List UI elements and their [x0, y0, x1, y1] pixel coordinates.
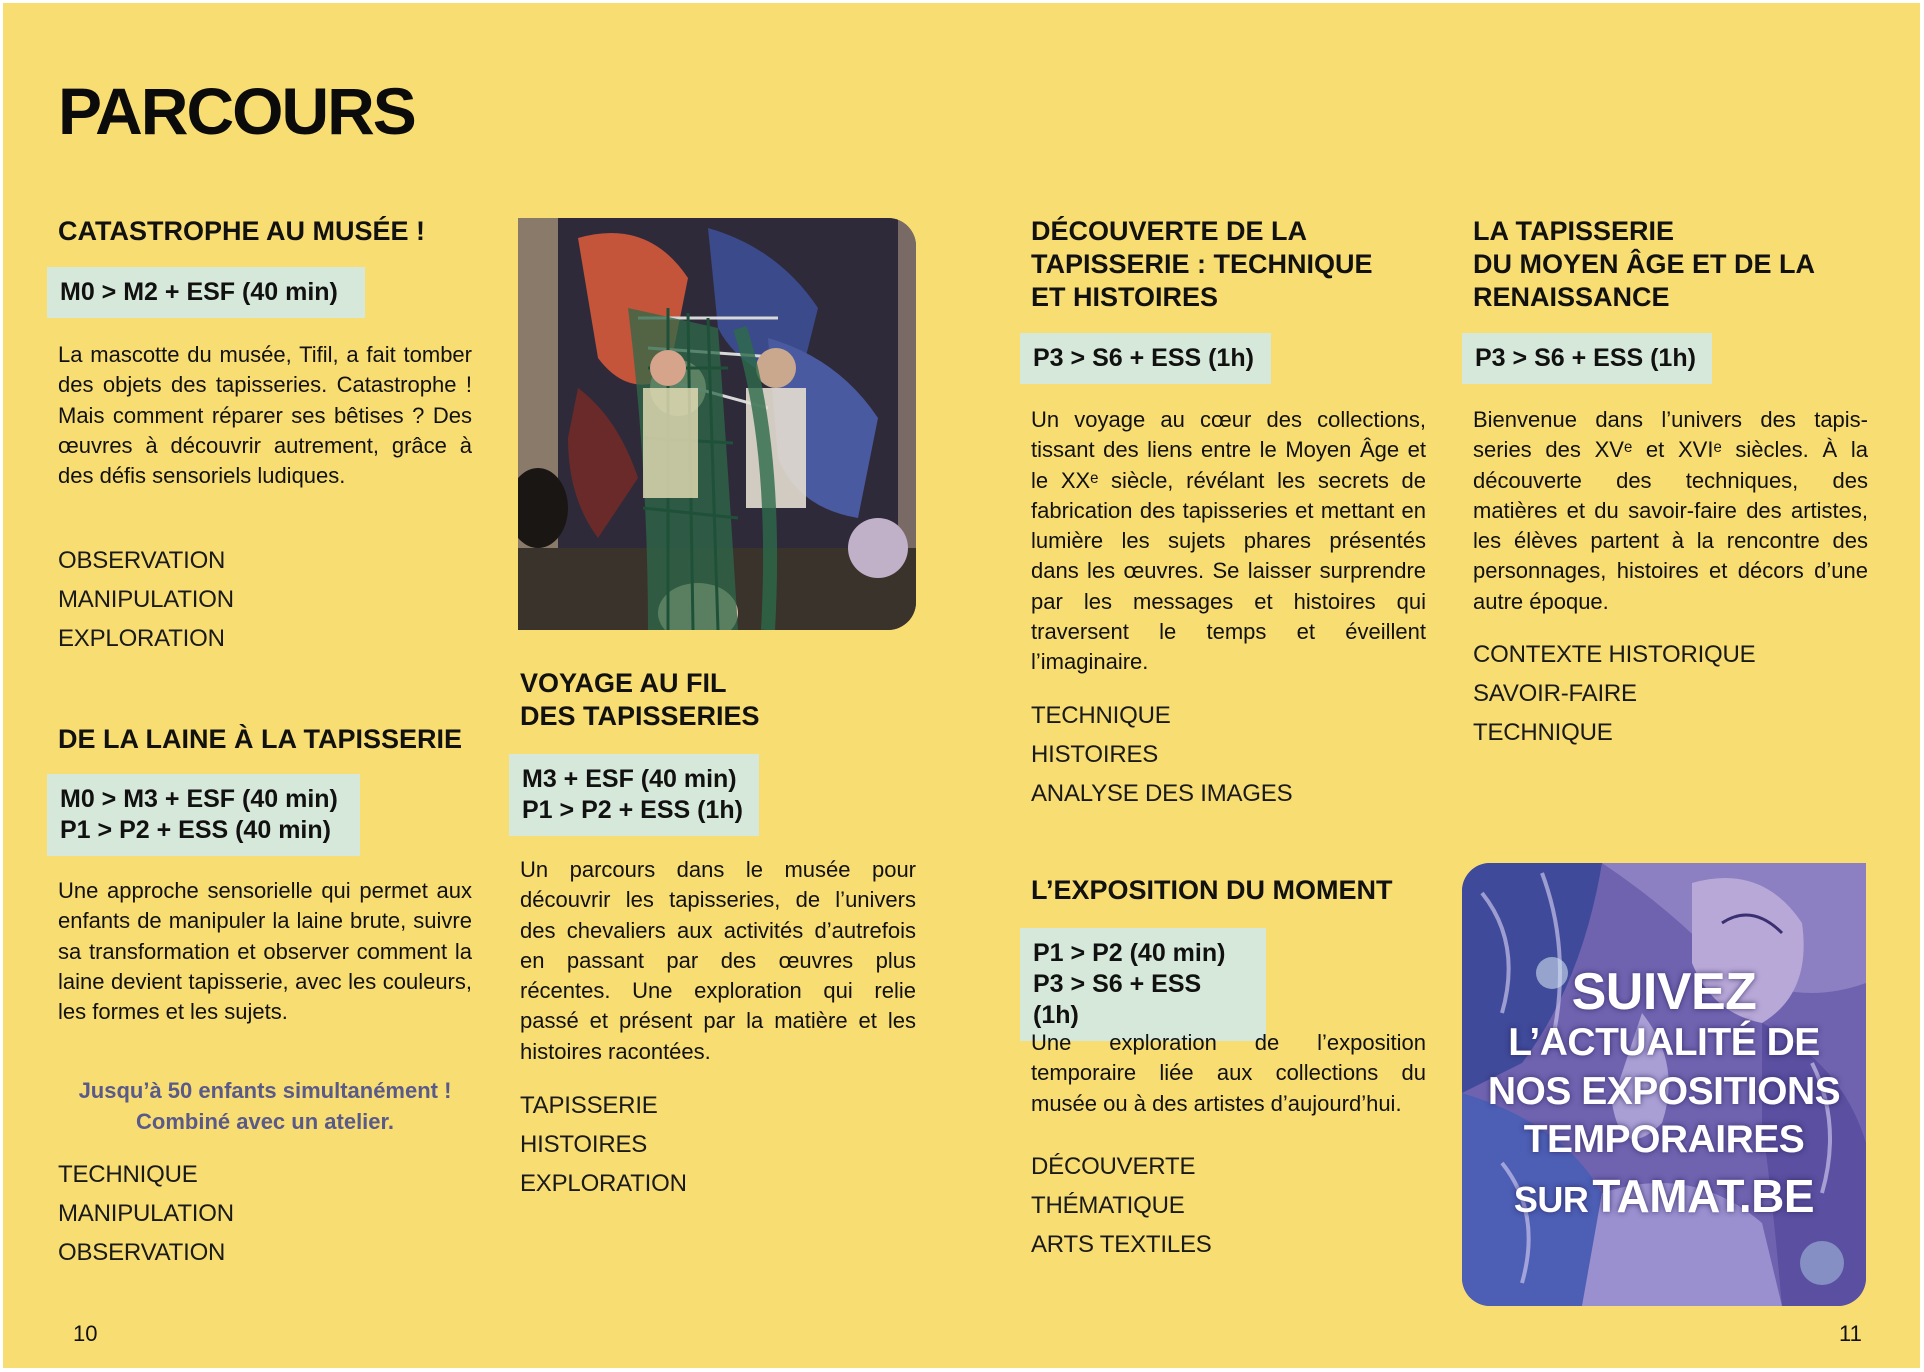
brochure-spread — [3, 3, 1920, 1368]
heading-line: ET HISTOIRES — [1031, 282, 1219, 312]
tag: DÉCOUVERTE — [1031, 1153, 1196, 1180]
tag-list-exposition — [1031, 1147, 1212, 1264]
heading-line: RENAISSANCE — [1473, 282, 1670, 312]
card-text-moyen-age: Bienvenue dans l’univers des tapisseries des XVᵉ et XVIᵉ siècles. À la découverte des techniques, des matières et du savoir-faire des artistes, les élèves partent à la rencontre des personnages, histoires et décors d’une autre époque. — [1473, 407, 1868, 614]
note-line: Combiné avec un atelier. — [136, 1109, 394, 1134]
tag: SAVOIR-FAIRE — [1473, 680, 1637, 707]
page-number-right: 11 — [1839, 1321, 1862, 1346]
note-line: Jusqu’à 50 enfants simultanément ! — [78, 1078, 452, 1103]
tag: TAPISSERIE — [520, 1092, 658, 1119]
level-badge-catastrophe — [47, 267, 365, 318]
level-badge-moyen-age — [1462, 333, 1712, 384]
tag: TECHNIQUE — [1031, 702, 1171, 729]
tag: TECHNIQUE — [58, 1161, 198, 1188]
badge-line: P3 > S6 + ESS (1h) — [1033, 344, 1254, 372]
promo-line: SUIVEZ — [1571, 963, 1757, 1021]
heading-line: VOYAGE AU FIL — [520, 668, 727, 698]
tag-list-voyage — [520, 1086, 687, 1203]
promo-line: TEMPORAIRES — [1523, 1118, 1805, 1161]
badge-line: P1 > P2 + ESS (1h) — [522, 796, 743, 824]
badge-line: P1 > P2 + ESS (40 min) — [60, 816, 331, 844]
card-text-voyage: Un parcours dans le musée pour découvrir les tapisseries, de l’univers des chevaliers aux activités d’autrefois en passant par des œuvres plus récentes. Une exploration qui relie passé et présent par la matière et les histoires racontées. — [520, 857, 916, 1064]
tag: THÉMATIQUE — [1031, 1192, 1185, 1219]
page-number-left: 10 — [73, 1321, 98, 1346]
badge-line: P3 > S6 + ESS (1h) — [1475, 344, 1696, 372]
tag: TECHNIQUE — [1473, 719, 1613, 746]
card-heading-catastrophe: CATASTROPHE AU MUSÉE ! — [58, 216, 426, 246]
tag: EXPLORATION — [58, 625, 225, 652]
website-promo-link[interactable] — [1462, 863, 1866, 1306]
tapestry-photo — [518, 218, 916, 630]
tag-list-decouverte — [1031, 696, 1292, 813]
tag: MANIPULATION — [58, 1200, 234, 1227]
promo-line-website — [1462, 1170, 1866, 1234]
badge-line: M0 > M2 + ESF (40 min) — [60, 278, 338, 306]
level-badge-voyage — [509, 754, 759, 836]
tag: HISTOIRES — [520, 1131, 648, 1158]
tag: CONTEXTE HISTORIQUE — [1473, 641, 1756, 668]
tag-list-moyen-age — [1473, 635, 1755, 752]
card-text-laine: Une approche sensorielle qui permet aux enfants de manipuler la laine brute, suivre sa transformation et observer comment la laine devient tapisserie, avec les couleurs, les formes et les sujets. — [58, 878, 472, 1025]
tag: ANALYSE DES IMAGES — [1031, 780, 1293, 807]
card-heading-laine: DE LA LAINE À LA TAPISSERIE — [58, 724, 463, 754]
page-title: PARCOURS — [58, 74, 415, 148]
level-badge-exposition — [1020, 928, 1266, 1041]
card-heading-voyage — [520, 667, 760, 733]
card-heading-moyen-age — [1473, 215, 1815, 314]
promo-line: L’ACTUALITÉ DE — [1508, 1021, 1820, 1064]
tag: OBSERVATION — [58, 547, 226, 574]
tag-list-laine — [58, 1155, 234, 1272]
badge-line: P1 > P2 (40 min) — [1033, 939, 1226, 967]
card-heading-exposition: L’EXPOSITION DU MOMENT — [1031, 875, 1393, 905]
badge-line: P3 > S6 + ESS (1h) — [1033, 970, 1202, 1029]
heading-line: DES TAPISSERIES — [520, 701, 760, 731]
level-badge-laine — [47, 774, 360, 856]
heading-line: TAPISSERIE : TECHNIQUE — [1031, 249, 1373, 279]
tag: MANIPULATION — [58, 586, 234, 613]
badge-line: M3 + ESF (40 min) — [522, 765, 737, 793]
heading-line: DÉCOUVERTE DE LA — [1031, 216, 1308, 246]
tag: ARTS TEXTILES — [1031, 1231, 1212, 1258]
heading-line: DU MOYEN ÂGE ET DE LA — [1473, 249, 1816, 279]
badge-line: M0 > M3 + ESF (40 min) — [60, 785, 338, 813]
tag: EXPLORATION — [520, 1170, 687, 1197]
tag-list-catastrophe — [58, 541, 234, 658]
promo-line: NOS EXPOSITIONS — [1487, 1070, 1841, 1113]
tag: OBSERVATION — [58, 1239, 226, 1266]
card-text-decouverte: Un voyage au cœur des collections, tissant des liens entre le Moyen Âge et le XXᵉ siècle, révélant les secrets de fabrication des tapisseries et mettant en lumière les sujets phares présentés dans les œuvres. Se laisser surprendre par les messages et histoires qui traversent le temps et éveillent l’imaginaire. — [1031, 407, 1426, 675]
capacity-note — [58, 1075, 472, 1137]
card-heading-decouverte — [1031, 215, 1373, 314]
website-link[interactable]: TAMAT.BE — [1592, 1170, 1815, 1222]
heading-line: LA TAPISSERIE — [1473, 216, 1675, 246]
promo-prefix: SUR — [1513, 1179, 1589, 1220]
level-badge-decouverte — [1020, 333, 1271, 384]
tag: HISTOIRES — [1031, 741, 1159, 768]
card-text-exposition: Une exploration de l’exposition temporaire liée aux collections du musée ou à des artistes d’aujourd’hui. — [1031, 1030, 1426, 1116]
card-text-catastrophe: La mascotte du musée, Tifil, a fait tomber des objets des tapisseries. Catastrophe ! Mais comment réparer ses bêtises ? Des œuvres à découvrir autrement, grâce à des défis sensoriels ludiques. — [58, 342, 472, 489]
